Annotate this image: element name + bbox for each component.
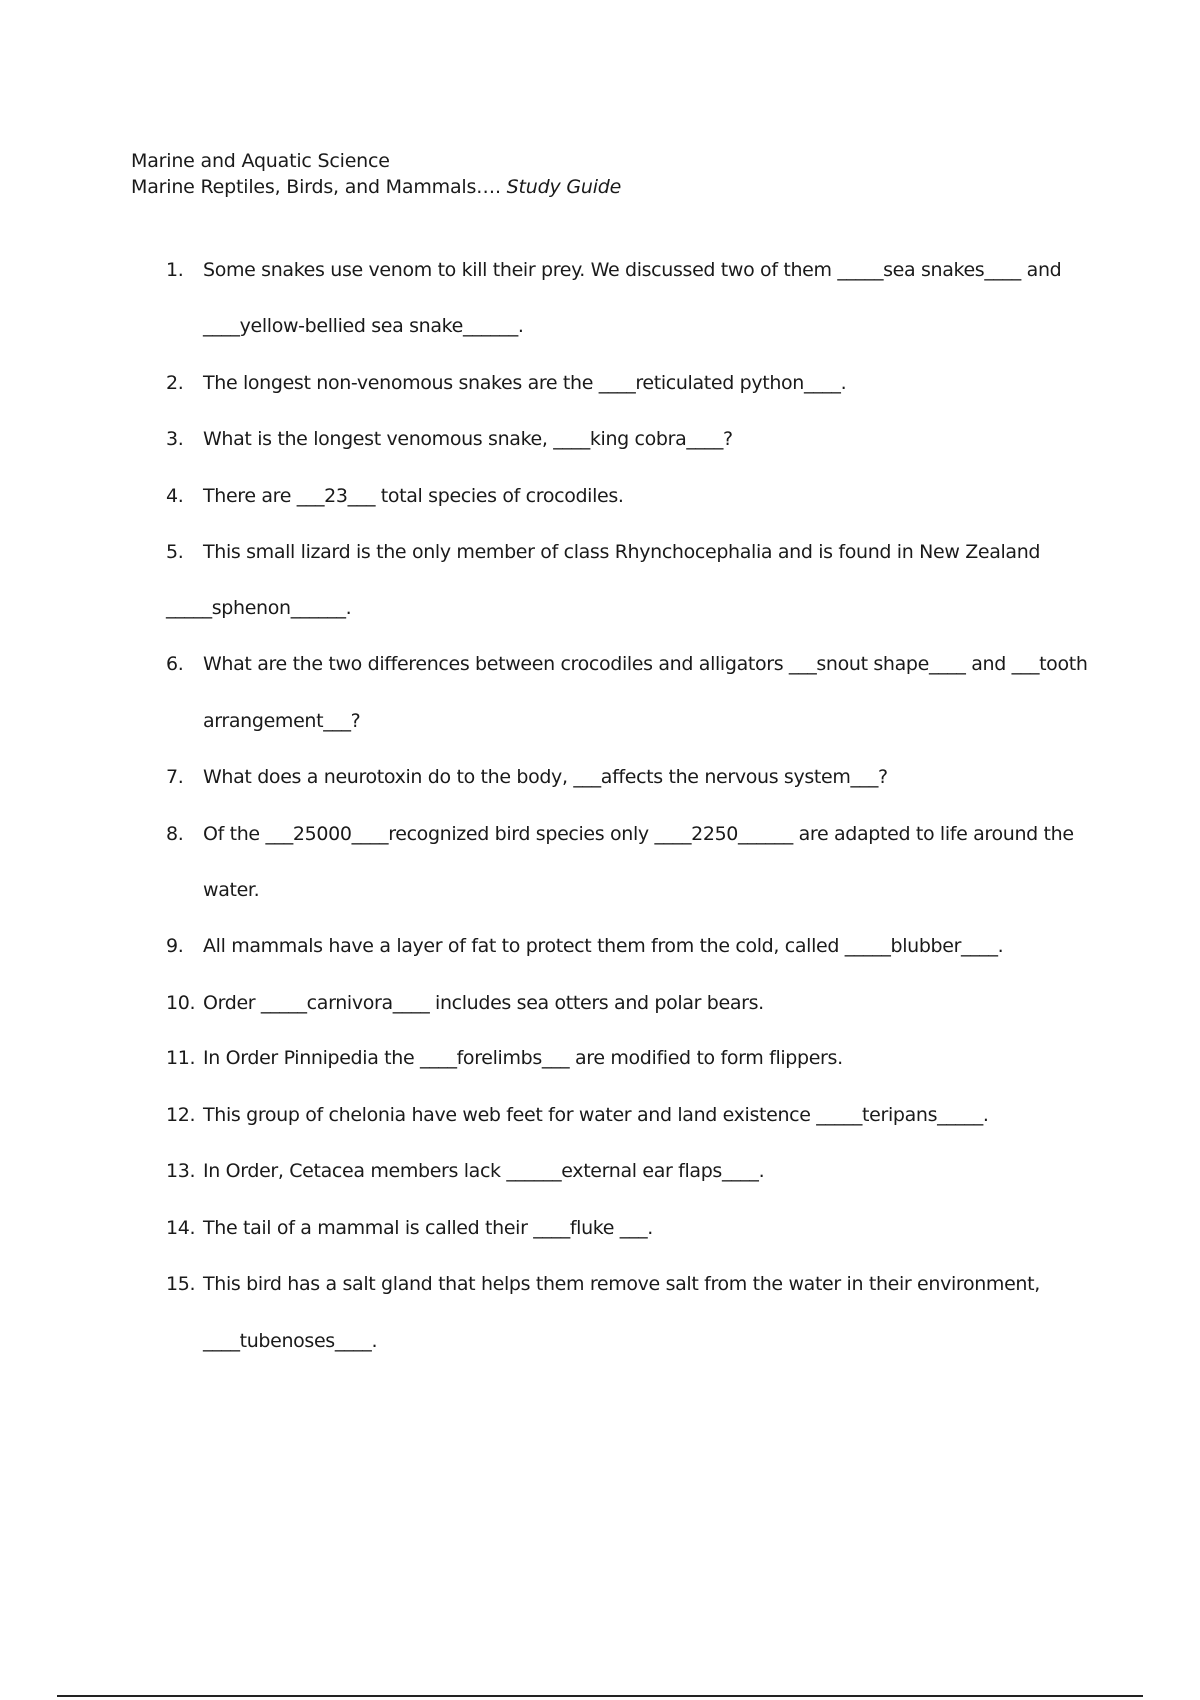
question-number: 3.	[166, 428, 184, 450]
guide-title-italic: Study Guide	[506, 176, 622, 198]
question-12	[166, 1104, 1126, 1126]
document-header	[131, 148, 621, 200]
question-text: This small lizard is the only member of class Rhynchocephalia and is found in New Zealand	[203, 541, 1041, 563]
question-number: 13.	[166, 1160, 196, 1182]
question-text: What are the two differences between crocodiles and alligators ___snout shape____ and ___tooth	[203, 653, 1088, 675]
question-number: 14.	[166, 1217, 196, 1239]
question-5	[166, 541, 1126, 563]
question-3	[166, 428, 1126, 450]
question-text: This group of chelonia have web feet for water and land existence _____teripans_____.	[203, 1104, 989, 1126]
question-text: This bird has a salt gland that helps them remove salt from the water in their environment,	[203, 1273, 1040, 1295]
question-text: In Order Pinnipedia the ____forelimbs___ are modified to form flippers.	[203, 1047, 843, 1069]
question-text: In Order, Cetacea members lack ______external ear flaps____.	[203, 1160, 765, 1182]
question-text: What does a neurotoxin do to the body, ___affects the nervous system___?	[203, 766, 888, 788]
question-text: Order _____carnivora____ includes sea otters and polar bears.	[203, 992, 764, 1014]
question-text: The tail of a mammal is called their ____fluke ___.	[203, 1217, 653, 1239]
question-number: 9.	[166, 935, 184, 957]
question-13	[166, 1160, 1126, 1182]
question-text: All mammals have a layer of fat to protect them from the cold, called _____blubber____.	[203, 935, 1004, 957]
question-number: 15.	[166, 1273, 196, 1295]
question-text: Of the ___25000____recognized bird species only ____2250______ are adapted to life around the	[203, 823, 1074, 845]
question-5-continuation: _____sphenon______.	[166, 597, 352, 619]
question-6	[166, 653, 1126, 675]
course-title: Marine and Aquatic Science	[131, 150, 390, 172]
question-text: There are ___23___ total species of crocodiles.	[203, 485, 624, 507]
question-number: 8.	[166, 823, 184, 845]
question-15-continuation: ____tubenoses____.	[203, 1330, 378, 1352]
question-10	[166, 992, 1126, 1014]
question-8-continuation: water.	[203, 879, 260, 901]
question-1-continuation: ____yellow-bellied sea snake______.	[203, 315, 524, 337]
question-number: 12.	[166, 1104, 196, 1126]
question-number: 2.	[166, 372, 184, 394]
question-number: 5.	[166, 541, 184, 563]
question-number: 11.	[166, 1047, 196, 1069]
question-14	[166, 1217, 1126, 1239]
question-number: 1.	[166, 259, 184, 281]
question-number: 6.	[166, 653, 184, 675]
question-11	[166, 1047, 1126, 1069]
question-6-continuation: arrangement___?	[203, 710, 361, 732]
question-7	[166, 766, 1126, 788]
question-1	[166, 259, 1126, 281]
question-2	[166, 372, 1126, 394]
question-4	[166, 485, 1126, 507]
question-text: Some snakes use venom to kill their prey. We discussed two of them _____sea snakes____ and	[203, 259, 1062, 281]
guide-title	[131, 174, 621, 200]
question-text: The longest non-venomous snakes are the ____reticulated python____.	[203, 372, 847, 394]
question-number: 7.	[166, 766, 184, 788]
question-8	[166, 823, 1126, 845]
question-15	[166, 1273, 1126, 1295]
guide-title-main: Marine Reptiles, Birds, and Mammals….	[131, 176, 501, 198]
question-text: What is the longest venomous snake, ____king cobra____?	[203, 428, 733, 450]
question-9	[166, 935, 1126, 957]
question-number: 4.	[166, 485, 184, 507]
footer-divider	[57, 1695, 1143, 1697]
question-number: 10.	[166, 992, 196, 1014]
